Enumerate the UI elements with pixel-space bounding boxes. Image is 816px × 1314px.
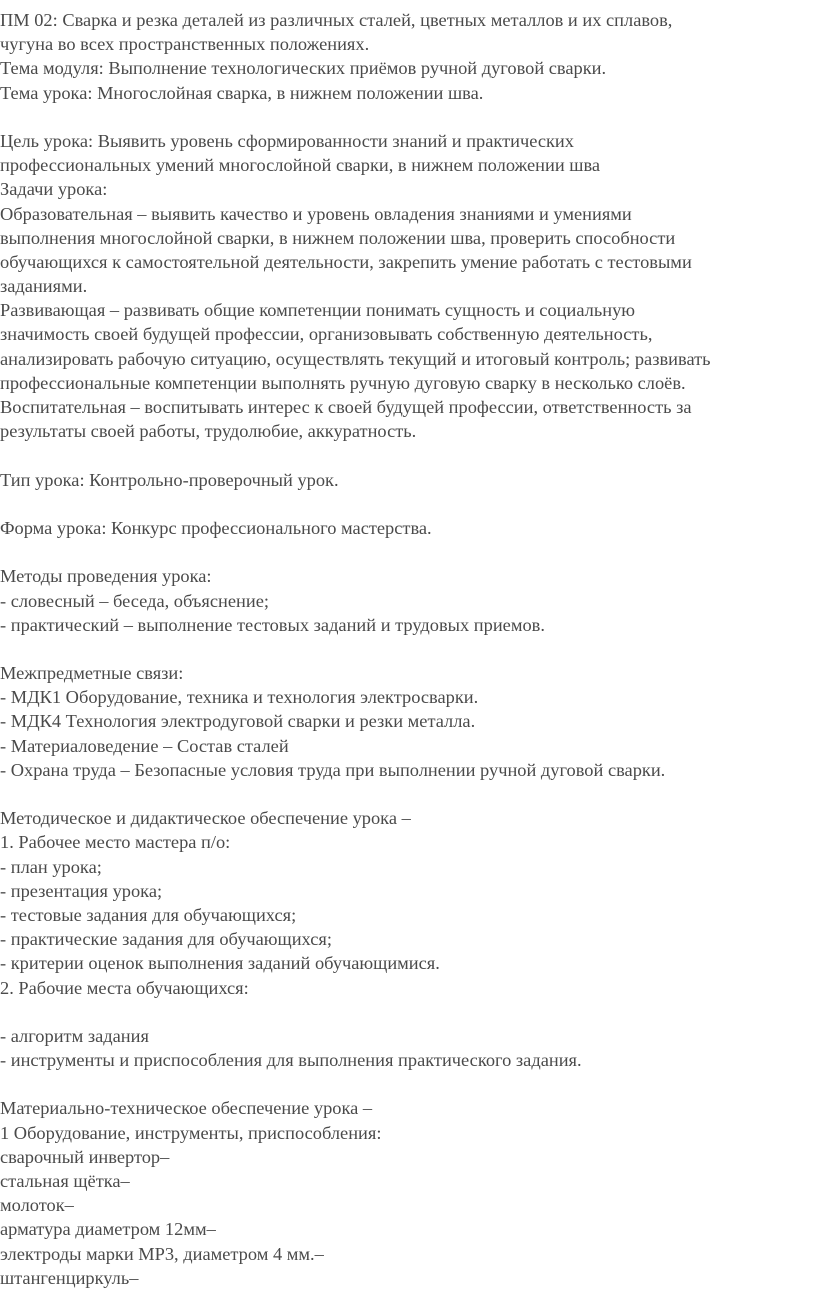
list-item: штангенциркуль– <box>0 1267 139 1288</box>
list-item: - МДК4 Технология электродуговой сварки и резки металла. <box>0 711 476 732</box>
task-line: профессиональные компетенции выполнять ручную дуговую сварку в несколько слоёв. <box>0 372 686 393</box>
methodical-block <box>0 806 816 1072</box>
list-item: 2. Рабочие места обучающихся: <box>0 977 249 998</box>
spacer <box>0 540 816 564</box>
goal-line: Цель урока: Выявить уровень сформированности знаний и практических <box>0 130 574 151</box>
list-item: - инструменты и приспособления для выполнения практического задания. <box>0 1050 582 1071</box>
task-line: Развивающая – развивать общие компетенции понимать сущность и социальную <box>0 300 636 321</box>
list-item: - МДК1 Оборудование, техника и технология электросварки. <box>0 687 479 708</box>
list-item: - Материаловедение – Состав сталей <box>0 735 289 756</box>
list-item: - практические задания для обучающихся; <box>0 929 332 950</box>
links-block <box>0 661 816 782</box>
list-item: 1. Рабочее место мастера п/о: <box>0 832 231 853</box>
list-item: - критерии оценок выполнения заданий обучающимися. <box>0 953 440 974</box>
task-line: выполнения многослойной сварки, в нижнем положении шва, проверить способности <box>0 227 676 248</box>
spacer <box>0 1000 816 1024</box>
header-line: чугуна во всех пространственных положениях. <box>0 34 370 55</box>
lesson-type: Тип урока: Контрольно-проверочный урок. <box>0 469 339 490</box>
goals-block <box>0 129 816 443</box>
task-line: обучающихся к самостоятельной деятельности, закрепить умение работать с тестовыми <box>0 251 692 272</box>
list-item: - план урока; <box>0 856 102 877</box>
header-line: ПМ 02: Сварка и резка деталей из различных сталей, цветных металлов и их сплавов, <box>0 10 673 30</box>
methodical-heading: Методическое и дидактическое обеспечение урока – <box>0 808 411 829</box>
list-item: - Охрана труда – Безопасные условия труда при выполнении ручной дуговой сварки. <box>0 759 666 780</box>
spacer <box>0 492 816 516</box>
lesson-form: Форма урока: Конкурс профессионального мастерства. <box>0 517 432 538</box>
list-item: 1 Оборудование, инструменты, приспособления: <box>0 1122 382 1143</box>
task-line: заданиями. <box>0 276 88 297</box>
header-block <box>0 8 816 105</box>
list-item: сварочный инвертор– <box>0 1146 170 1167</box>
list-item: - словесный – беседа, объяснение; <box>0 590 269 611</box>
methods-heading: Методы проведения урока: <box>0 566 212 587</box>
task-line: анализировать рабочую ситуацию, осуществлять текущий и итоговый контроль; развивать <box>0 348 711 369</box>
list-item: стальная щётка– <box>0 1171 130 1191</box>
module-topic: Тема модуля: Выполнение технологических приёмов ручной дуговой сварки. <box>0 58 607 79</box>
list-item: - алгоритм задания <box>0 1025 149 1046</box>
spacer <box>0 637 816 661</box>
task-line: Образовательная – выявить качество и уровень овладения знаниями и умениями <box>0 203 632 224</box>
task-line: значимость своей будущей профессии, организовывать собственную деятельность, <box>0 324 653 345</box>
material-heading: Материально-техническое обеспечение урока – <box>0 1098 373 1119</box>
spacer <box>0 443 816 467</box>
list-item: - презентация урока; <box>0 880 163 901</box>
goal-line: профессиональных умений многослойной сварки, в нижнем положении шва <box>0 155 601 176</box>
spacer <box>0 1072 816 1096</box>
methods-block <box>0 564 816 637</box>
task-line: результаты своей работы, трудолюбие, аккуратность. <box>0 421 417 442</box>
tasks-heading: Задачи урока: <box>0 179 108 200</box>
list-item: электроды марки МР3, диаметром 4 мм.– <box>0 1243 324 1264</box>
list-item: - практический – выполнение тестовых заданий и трудовых приемов. <box>0 614 545 635</box>
material-block <box>0 1096 816 1290</box>
document-page <box>0 8 816 1290</box>
list-item: - тестовые задания для обучающихся; <box>0 904 297 925</box>
links-heading: Межпредметные связи: <box>0 663 184 684</box>
lesson-topic: Тема урока: Многослойная сварка, в нижнем положении шва. <box>0 82 484 103</box>
list-item: арматура диаметром 12мм– <box>0 1219 216 1240</box>
spacer <box>0 782 816 806</box>
task-line: Воспитательная – воспитывать интерес к своей будущей профессии, ответственность за <box>0 397 692 417</box>
spacer <box>0 105 816 129</box>
list-item: молоток– <box>0 1195 74 1216</box>
